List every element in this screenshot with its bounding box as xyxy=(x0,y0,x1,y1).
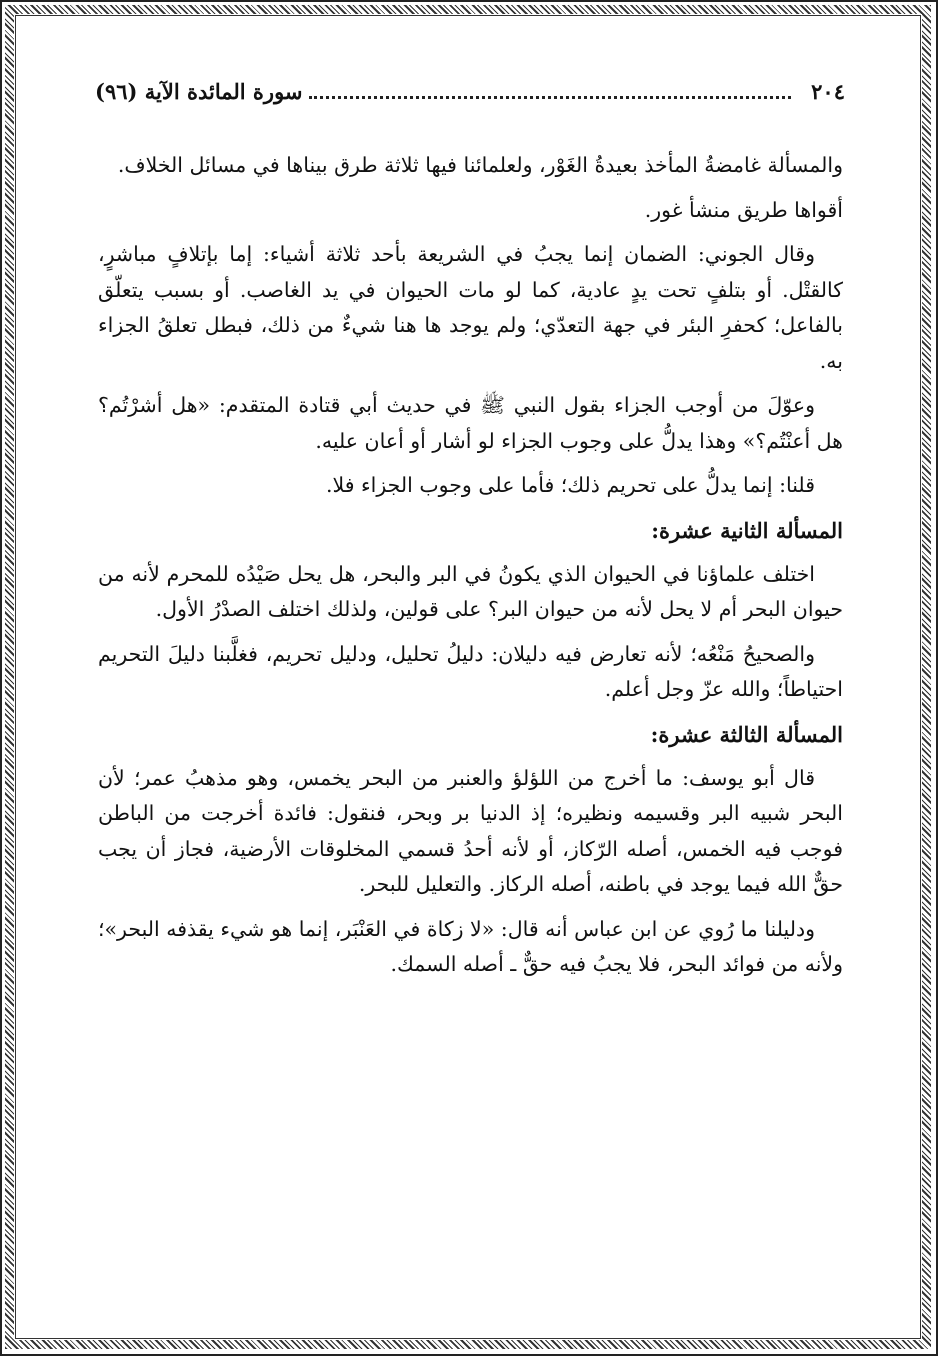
section-13-heading: المسألة الثالثة عشرة: xyxy=(650,721,843,747)
page-number: ٢٠٤ xyxy=(811,78,845,104)
section-12-heading: المسألة الثانية عشرة: xyxy=(651,517,843,543)
header-title: سورة المائدة الآية (٩٦) xyxy=(95,78,303,104)
section-12-paragraph-2: والصحيحُ مَنْعُه؛ لأنه تعارض فيه دليلان: دليلُ تحليل، ودليل تحريم، فغلَّبنا دليلَ التحريم احتياطاً؛ والله عزّ وجل أعلم. xyxy=(98,641,843,701)
paragraph-5: قلنا: إنما يدلُّ على تحريم ذلك؛ فأما على وجوب الجزاء فلا. xyxy=(325,473,815,497)
paragraph-3: وقال الجوني: الضمان إنما يجبُ في الشريعة بأحد ثلاثة أشياء: إما بإتلافٍ مباشرٍ، كالقتْل. أو بتلفٍ تحت يدٍ عادية، كما لو مات الحيوان في يد الغاصب. أو بسبب يتعلّق بالفاعل؛ كحفرِ البئر في جهة التعدّي؛ ولم يوجد ها هنا شيءٌ من ذلك، فبطل تعلقُ الجزاء به. xyxy=(98,242,843,373)
running-header xyxy=(95,75,845,107)
section-13-paragraph-1: قال أبو يوسف: ما أخرج من اللؤلؤ والعنبر من البحر يخمس، وهو مذهبُ عمر؛ لأن البحر شبيه البر وقسيمه ونظيره؛ إذ الدنيا بر وبحر، فنقول: فائدة أخرجت من الباطن فوجب فيه الخمس، أصله الرّكاز، أو لأنه أحدُ قسمي المخلوقات الأرضية، فجاز أن يجب حقٌّ الله فيما يوجد في باطنه، أصله الركاز. والتعليل للبحر. xyxy=(98,765,843,896)
section-13-paragraph-2: ودليلنا ما رُوي عن ابن عباس أنه قال: «لا زكاة في العَنْبَر، إنما هو شيء يقذفه البحر»؛ ولأنه من فوائد البحر، فلا يجبُ فيه حقٌّ ـ أصله السمك. xyxy=(98,916,843,976)
page-body xyxy=(98,148,843,992)
paragraph-4: وعوّلَ من أوجب الجزاء بقول النبي ﷺ في حديث أبي قتادة المتقدم: «هل أشرْتُم؟ هل أعنْتُم؟» وهذا يدلُّ على وجوب الجزاء لو أشار أو أعان عليه. xyxy=(98,393,843,453)
paragraph-2: أقواها طريق منشأ غور. xyxy=(644,197,843,222)
paragraph-1: والمسألة غامضةُ المأخذ بعيدةُ الغَوْر، ولعلمائنا فيها ثلاثة طرق بيناها في مسائل الخلاف. xyxy=(117,153,843,177)
section-12-paragraph-1: اختلف علماؤنا في الحيوان الذي يكونُ في البر والبحر، هل يحل صَيْدُه للمحرم لأنه من حيوان البحر أم لا يحل لأنه من حيوان البر؟ على قولين، ولذلك اختلف الصدْرُ الأول. xyxy=(98,561,843,621)
header-dotted-leader xyxy=(309,96,792,99)
